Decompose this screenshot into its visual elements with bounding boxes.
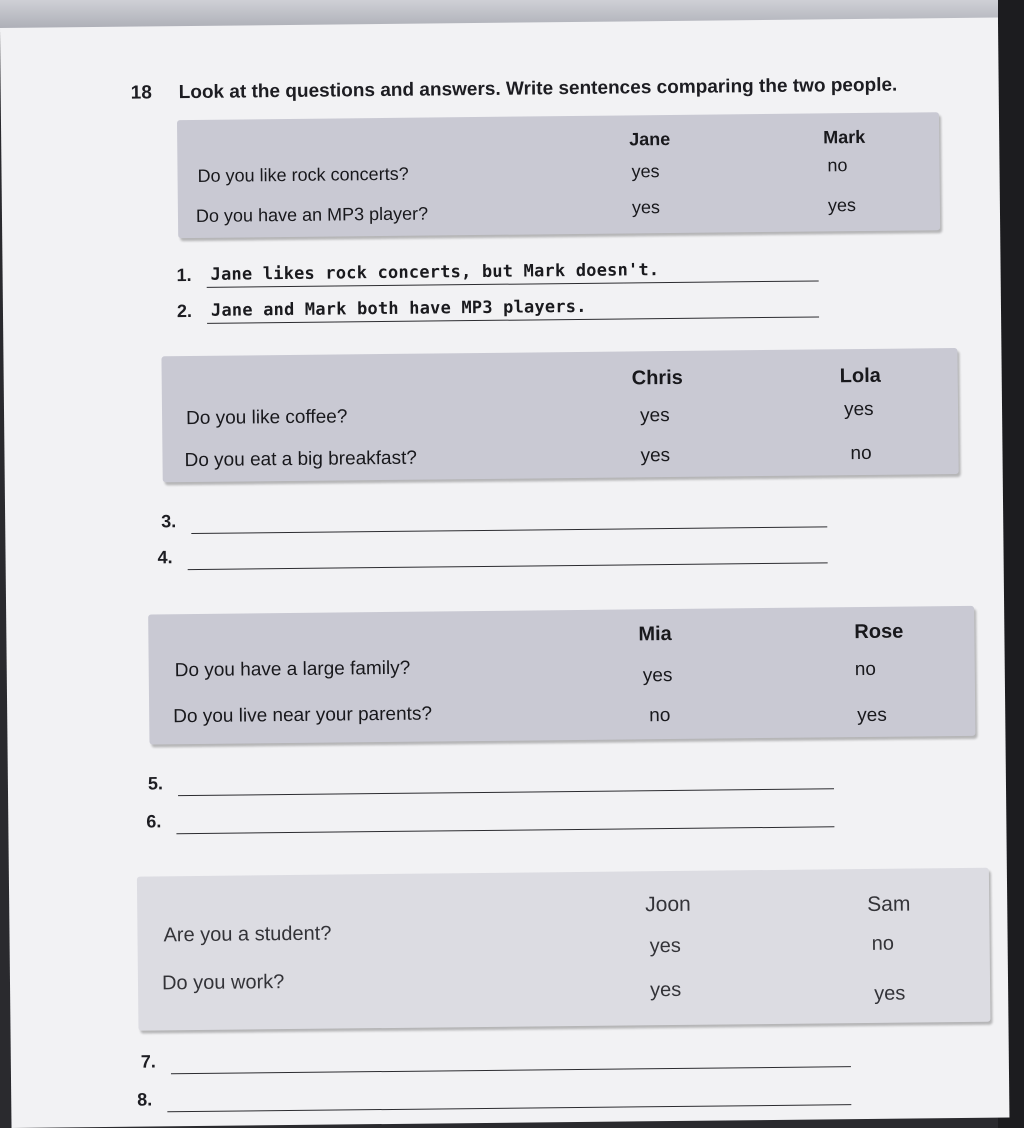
answer-value: no — [854, 658, 877, 681]
question: Do you have an MP3 player? — [195, 203, 429, 226]
answer-value: no — [827, 155, 848, 176]
question: Do you have a large family? — [174, 657, 411, 682]
writing-line — [188, 562, 828, 570]
writing-line — [178, 788, 834, 796]
writing-line — [171, 1066, 851, 1074]
worksheet-page — [0, 18, 1009, 1128]
answer-value: yes — [857, 704, 887, 727]
answer-value: no — [649, 705, 671, 727]
question: Do you like rock concerts? — [197, 163, 409, 186]
answer-value: no — [850, 442, 872, 465]
question: Do you live near your parents? — [173, 703, 433, 728]
writing-line — [167, 1104, 851, 1112]
answer-value: yes — [631, 161, 660, 182]
question: Do you work? — [161, 971, 285, 995]
answer-line — [137, 1075, 857, 1113]
writing-line — [176, 826, 834, 834]
line-number: 8. — [137, 1089, 153, 1110]
person-name: Jane — [629, 128, 671, 150]
answer-value: yes — [843, 398, 874, 421]
person-name: Lola — [839, 364, 881, 388]
line-number: 4. — [157, 547, 173, 568]
handwritten-answer: Jane likes rock concerts, but Mark doesn't. — [210, 260, 660, 285]
comparison-table-joon-sam — [137, 868, 991, 1031]
person-name: Chris — [631, 366, 683, 390]
comparison-table-jane-mark — [177, 112, 940, 238]
answer-value: yes — [642, 664, 673, 687]
answer-line — [176, 251, 836, 288]
answer-value: yes — [640, 445, 671, 467]
answer-value: yes — [649, 934, 681, 958]
line-number: 7. — [140, 1051, 156, 1072]
exercise-instruction: Look at the questions and answers. Write sentences comparing the two people. — [178, 74, 898, 104]
person-name: Joon — [645, 892, 691, 917]
person-name: Mia — [638, 622, 672, 646]
answer-value: yes — [631, 197, 661, 218]
writing-line — [191, 526, 827, 534]
line-number: 2. — [176, 301, 193, 322]
exercise-header — [131, 74, 991, 105]
line-number: 1. — [176, 265, 192, 286]
question: Do you like coffee? — [185, 406, 348, 430]
question: Are you a student? — [163, 922, 332, 947]
line-number: 6. — [146, 811, 162, 832]
answer-value: yes — [874, 982, 906, 1005]
person-name: Mark — [823, 126, 866, 148]
line-number: 3. — [161, 511, 177, 532]
comparison-table-chris-lola — [161, 348, 958, 482]
answer-line — [177, 287, 837, 324]
answer-value: yes — [639, 405, 670, 427]
exercise-number: 18 — [130, 82, 152, 104]
comparison-table-mia-rose — [148, 606, 975, 745]
answer-value: yes — [649, 978, 682, 1002]
answer-line — [141, 1037, 857, 1074]
answer-value: yes — [827, 195, 857, 216]
handwritten-answer: Jane and Mark both have MP3 players. — [210, 296, 587, 321]
answer-line — [146, 797, 848, 834]
answer-line — [161, 497, 841, 534]
answer-value: no — [871, 932, 895, 955]
line-number: 5. — [147, 773, 164, 794]
person-name: Rose — [854, 620, 904, 644]
question: Do you eat a big breakfast? — [184, 447, 418, 472]
answer-line — [148, 759, 848, 796]
person-name: Sam — [867, 892, 911, 916]
answer-line — [157, 533, 841, 570]
